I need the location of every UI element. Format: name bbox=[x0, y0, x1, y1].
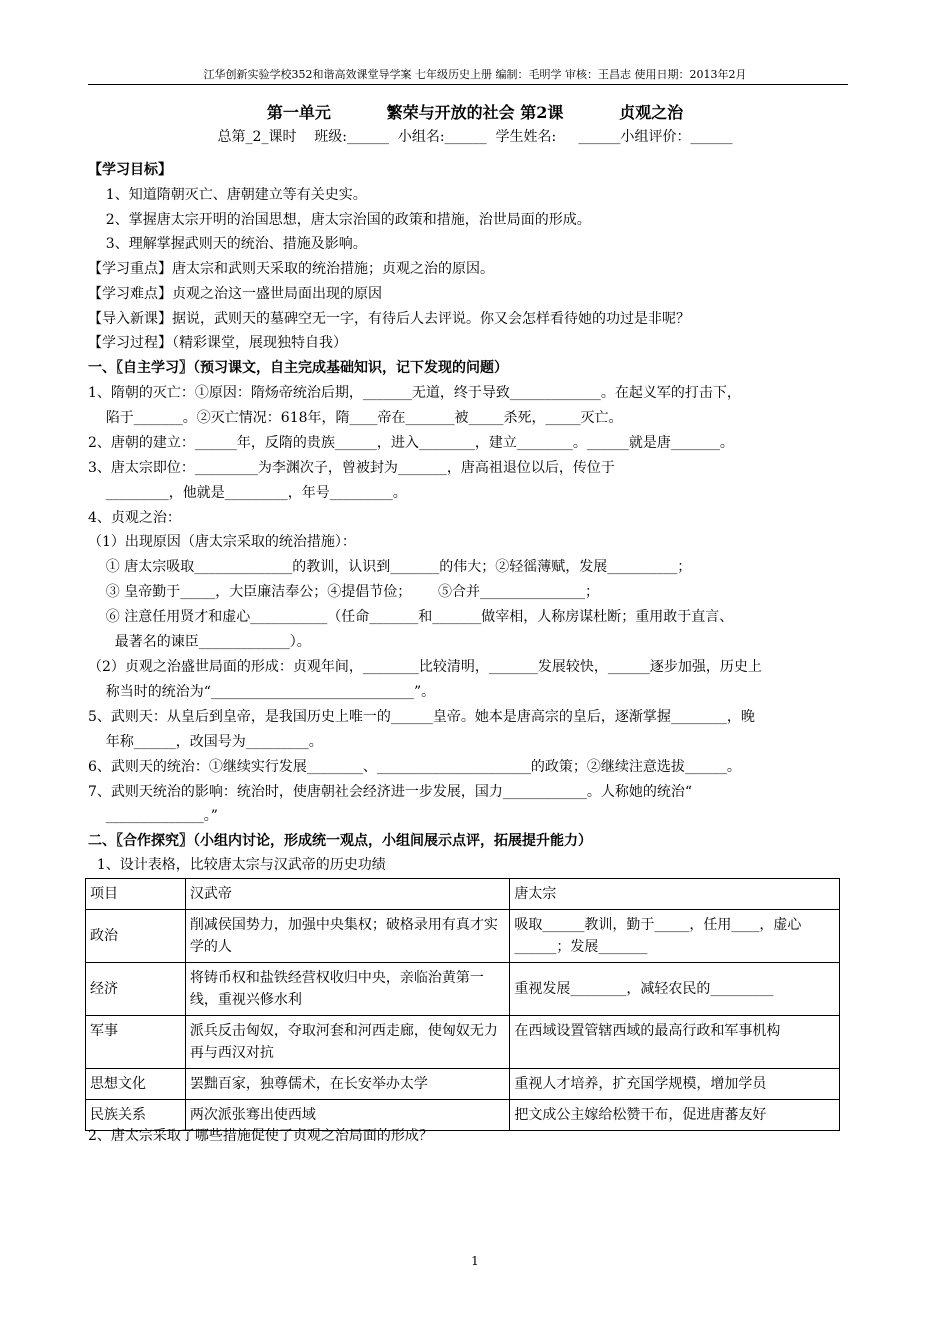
table-cell: 将铸币权和盐铁经营权收归中央，亲临治黄第一线，重视兴修水利 bbox=[185, 963, 510, 1016]
table-cell: 罢黜百家，独尊儒术，在长安举办太学 bbox=[185, 1069, 510, 1100]
text-line: ① 唐太宗吸取______________的教训，认识到_______的伟大；②轻徭薄赋，发展__________； bbox=[88, 559, 692, 575]
text-line: 【导入新课】据说，武则天的墓碑空无一字，有待后人去评说。你又会怎样看待她的功过是非呢？ bbox=[88, 311, 690, 327]
theme-label: 繁荣与开放的社会 第2课 bbox=[386, 103, 564, 122]
table-header-cell: 汉武帝 bbox=[185, 879, 510, 910]
table-cell: 民族关系 bbox=[86, 1100, 186, 1131]
table-cell: 削减侯国势力，加强中央集权；破格录用有真才实学的人 bbox=[185, 910, 510, 963]
text-line: 7、武则天统治的影响：统治时，使唐朝社会经济进一步发展，国力____________。人称她的统治“ bbox=[88, 784, 693, 800]
table-header-row bbox=[86, 879, 840, 910]
text-line: ⑥ 注意任用贤才和虚心___________（任命_______和_______做宰相，人称房谋杜断；重用敢于直言、 bbox=[88, 609, 734, 625]
text-line: 1、隋朝的灭亡：①原因：隋炀帝统治后期，_______无道，终于导致_____________。在起义军的打击下， bbox=[88, 385, 741, 401]
text-line: 5、武则天：从皇后到皇帝，是我国历史上唯一的______皇帝。她本是唐高宗的皇后，逐渐掌握________，晚 bbox=[88, 709, 755, 725]
table-row bbox=[86, 1069, 840, 1100]
text-line: 6、武则天的统治：①继续实行发展________、______________________的政策；②继续注意选拔______。 bbox=[88, 759, 741, 775]
text-line: 称当时的统治为“_____________________________”。 bbox=[88, 684, 436, 700]
table-cell: 两次派张骞出使西域 bbox=[185, 1100, 510, 1131]
text-line: 1、知道隋朝灭亡、唐朝建立等有关史实。 bbox=[88, 187, 367, 203]
section-heading: 【学习目标】 bbox=[88, 162, 172, 178]
text-line: 【学习过程】（精彩课堂，展现独特自我） bbox=[88, 335, 347, 351]
text-line: 最著名的谏臣_____________）。 bbox=[88, 634, 311, 650]
table-header-cell: 唐太宗 bbox=[510, 879, 840, 910]
table-row bbox=[86, 963, 840, 1016]
table-cell: 思想文化 bbox=[86, 1069, 186, 1100]
text-line: 2、唐朝的建立：______年，反隋的贵族______，进入________，建立________。______就是唐_______。 bbox=[88, 435, 734, 451]
text-line: 3、唐太宗即位：_________为李渊次子，曾被封为_______，唐高祖退位以后，传位于 bbox=[88, 460, 615, 476]
text-line: 年称______，改国号为_________。 bbox=[88, 734, 323, 750]
text-line: _________，他就是_________，年号_________。 bbox=[88, 485, 407, 501]
section-heading: 一、〖自主学习〗（预习课文，自主完成基础知识，记下发现的问题） bbox=[88, 360, 508, 376]
text-line: ______________。” bbox=[88, 808, 218, 824]
table-cell: 吸取______教训，勤于_____，任用____，虚心______；发展_______ bbox=[510, 910, 840, 963]
lesson-title bbox=[0, 100, 950, 123]
table-cell: 经济 bbox=[86, 963, 186, 1016]
table-cell: 把文成公主嫁给松赞干布，促进唐蕃友好 bbox=[510, 1100, 840, 1131]
text-line: 3、理解掌握武则天的统治、措施及影响。 bbox=[88, 236, 367, 252]
section-heading: 二、〖合作探究〗（小组内讨论，形成统一观点，小组间展示点评，拓展提升能力） bbox=[88, 833, 592, 849]
unit-label: 第一单元 bbox=[266, 103, 331, 122]
table-cell: 军事 bbox=[86, 1016, 186, 1069]
table-cell: 在西域设置管辖西域的最高行政和军事机构 bbox=[510, 1016, 840, 1069]
table-header-cell: 项目 bbox=[86, 879, 186, 910]
table-cell: 重视人才培养，扩充国学规模，增加学员 bbox=[510, 1069, 840, 1100]
page-number: 1 bbox=[471, 1254, 479, 1268]
header-rule bbox=[88, 84, 848, 85]
text-line: （1）出现原因（唐太宗采取的统治措施）： bbox=[88, 534, 356, 550]
text-line: （2）贞观之治盛世局面的形成：贞观年间，________比较清明，_______发展较快，______逐步加强，历史上 bbox=[88, 659, 762, 675]
text-line: 陷于_______。②灭亡情况：618年，隋____帝在_______被_____杀死，_____灭亡。 bbox=[88, 410, 623, 426]
running-header: 江华创新实验学校352和谐高效课堂导学案 七年级历史上册 编制：毛明学 审核：王昌志 使用日期：2013年2月 bbox=[203, 68, 747, 81]
text-line: ③ 皇帝勤于_____，大臣廉洁奉公；④提倡节俭； ⑤合并_______________； bbox=[88, 584, 599, 600]
text-line: 【学习重点】唐太宗和武则天采取的统治措施；贞观之治的原因。 bbox=[88, 261, 494, 277]
table-cell: 派兵反击匈奴，夺取河套和河西走廊，使匈奴无力再与西汉对抗 bbox=[185, 1016, 510, 1069]
lesson-name: 贞观之治 bbox=[619, 103, 684, 122]
lesson-subtitle: 总第_2_课时 班级:______ 小组名:______ 学生姓名: ______小组评价：______ bbox=[217, 129, 733, 145]
text-line: 4、贞观之治： bbox=[88, 510, 181, 526]
table-cell: 政治 bbox=[86, 910, 186, 963]
question-2: 2、唐太宗采取了哪些措施促使了贞观之治局面的形成？ bbox=[88, 1128, 433, 1144]
comparison-table bbox=[85, 878, 840, 1131]
text-line: 1、设计表格，比较唐太宗与汉武帝的历史功绩 bbox=[88, 857, 386, 873]
table-cell: 重视发展________，减轻农民的_________ bbox=[510, 963, 840, 1016]
text-line: 2、掌握唐太宗开明的治国思想，唐太宗治国的政策和措施，治世局面的形成。 bbox=[88, 212, 591, 228]
table-row bbox=[86, 910, 840, 963]
table-row bbox=[86, 1016, 840, 1069]
text-line: 【学习难点】贞观之治这一盛世局面出现的原因 bbox=[88, 286, 382, 302]
